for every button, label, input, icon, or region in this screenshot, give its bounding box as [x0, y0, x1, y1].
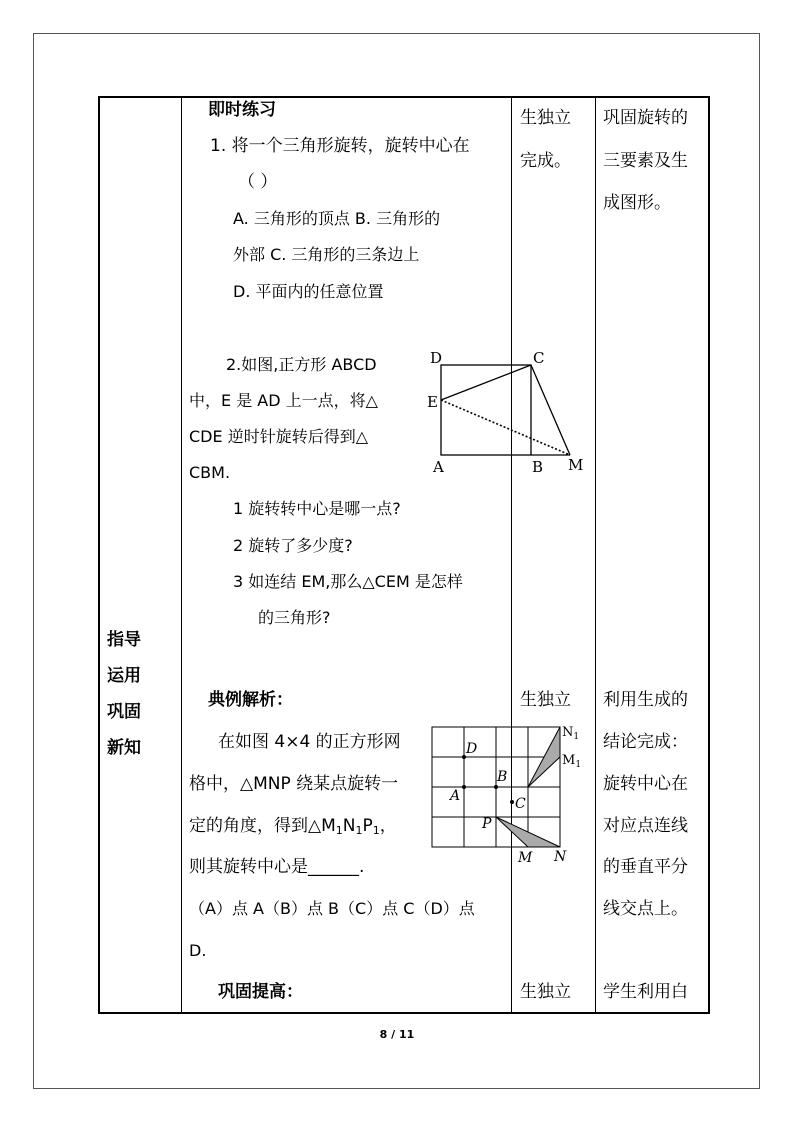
- column-divider-1: [181, 96, 182, 1014]
- svg-text:N1: $N_1$: [562, 725, 580, 742]
- left-col-3: 巩固: [107, 702, 141, 722]
- left-col-1: 指导: [107, 630, 141, 650]
- column-divider-2: [511, 96, 512, 1014]
- example-line1: 在如图 4×4 的正方形网: [218, 732, 401, 752]
- left-col-4: 新知: [107, 738, 141, 758]
- svg-text:M1: $M_1$: [562, 753, 582, 770]
- q2-line2: 中，E 是 AD 上一点，将△: [189, 391, 378, 410]
- grid-label-N1: N: [562, 725, 574, 740]
- example-choices: （A）点 A（B）点 B（C）点 C（D）点: [189, 899, 475, 918]
- rotation-grid-figure: [425, 720, 585, 868]
- right-col-s2-2: 结论完成：: [603, 732, 688, 752]
- grid-label-B: B: [497, 769, 508, 785]
- page-number: 8 / 11: [379, 1028, 415, 1041]
- example-line6: D.: [189, 941, 207, 960]
- square-rotation-figure: [420, 345, 590, 480]
- q2-sub1: 1 旋转转中心是哪一点?: [233, 499, 401, 518]
- q2-line3: CDE 逆时针旋转后得到△: [189, 427, 368, 446]
- example-line3: 定的角度，得到$\triangle M_1N_1P_1$，: [189, 816, 397, 837]
- mid-col-s1a: 生独立: [520, 108, 571, 128]
- grid-label-M1: M: [562, 753, 576, 768]
- right-col-s1-2: 三要素及生: [603, 151, 688, 171]
- grid-label-P: P: [482, 816, 492, 832]
- section-heading-practice: 即时练习: [208, 100, 276, 120]
- grid-label-N: N: [554, 849, 567, 865]
- q1-option-line-a: A. 三角形的顶点 B. 三角形的: [233, 209, 441, 228]
- right-col-s1-1: 巩固旋转的: [603, 108, 688, 128]
- mid-col-s1b: 完成。: [520, 151, 571, 171]
- grid-label-M: M: [518, 850, 533, 866]
- section-heading-example: 典例解析：: [208, 690, 293, 710]
- label-E: E: [427, 393, 438, 411]
- q2-sub3b: 的三角形?: [258, 608, 331, 627]
- label-A: A: [433, 458, 444, 476]
- label-D: D: [430, 349, 443, 367]
- right-col-s1-3: 成图形。: [603, 193, 671, 213]
- right-col-s2-3: 旋转中心在: [603, 774, 688, 794]
- mid-col-s2: 生独立: [520, 690, 571, 710]
- right-col-s2-1: 利用生成的: [603, 690, 688, 710]
- label-M: M: [568, 456, 584, 474]
- right-col-s3: 学生利用白: [603, 982, 688, 1002]
- grid-label-C: C: [515, 796, 526, 812]
- q2-line4: CBM.: [189, 463, 231, 482]
- right-col-s2-4: 对应点连线: [603, 816, 688, 836]
- q2-line1: 2.如图,正方形 ABCD: [226, 355, 377, 374]
- q1-option-line-b: 外部 C. 三角形的三条边上: [233, 245, 420, 264]
- right-col-s2-5: 的垂直平分: [603, 857, 688, 877]
- left-col-2: 运用: [107, 666, 141, 686]
- grid-label-D: D: [466, 741, 478, 757]
- mid-col-s3: 生独立: [520, 982, 571, 1002]
- q2-sub2: 2 旋转了多少度?: [233, 536, 353, 555]
- q1-line1: 1. 将一个三角形旋转，旋转中心在: [210, 136, 470, 156]
- column-divider-3: [595, 96, 596, 1014]
- right-col-s2-6: 线交点上。: [603, 899, 688, 919]
- q1-option-line-c: D. 平面内的任意位置: [233, 282, 384, 301]
- q1-paren: （ ）: [238, 172, 278, 192]
- section-heading-consolidate: 巩固提高：: [218, 982, 303, 1002]
- label-B: B: [532, 458, 544, 476]
- grid-label-A: A: [450, 788, 461, 804]
- example-line2: 格中，△MNP 绕某点旋转一: [189, 774, 399, 794]
- q2-sub3a: 3 如连结 EM,那么△CEM 是怎样: [233, 572, 463, 591]
- example-line4: 则其旋转中心是______.: [189, 857, 365, 877]
- label-C: C: [533, 349, 545, 367]
